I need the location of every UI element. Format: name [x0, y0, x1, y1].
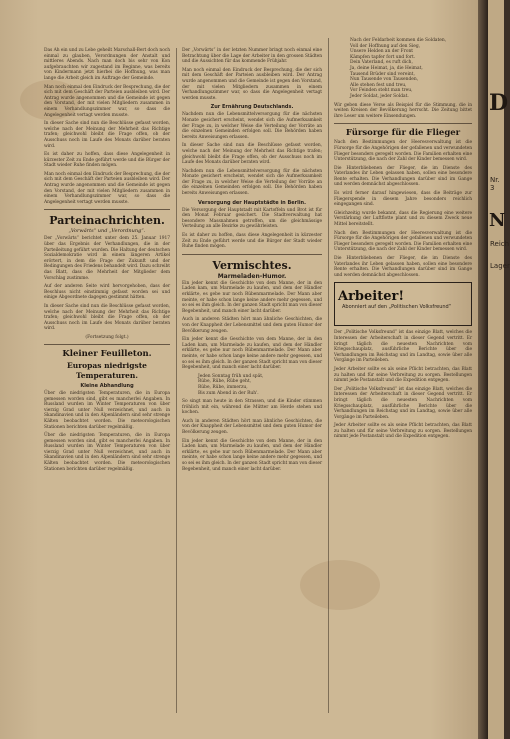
section-divider: [44, 209, 170, 210]
feuilleton-byline: Kleine Abhandlung: [80, 382, 134, 389]
verse-line: Nach der Feldarbeit kommen die Soldaten,: [350, 38, 447, 43]
article-paragraph: Die Hinterbliebenen der Flieger, die im Dienste des Vaterlandes ihr Leben gelassen haben, sollen eine besondere Rente erhalten. Die Verhandlungen darüber sind im Gange und werden demnächst abgeschlossen.: [334, 165, 472, 188]
adjacent-text-fragment: Lager: [490, 262, 510, 270]
verse-line: Rübe, Rübe, Rübe geht,: [198, 379, 252, 385]
feuilleton-title: Europas niedrigste Temperaturen.: [67, 360, 147, 380]
verse-line: Voll der Hoffnung auf den Sieg,: [350, 43, 421, 49]
ad-text: Der „Politische Volksfreund“ ist das einzige Blatt, welches die Interessen der Arbeiterschaft in dieser Gegend vertritt. Er bringt täglich die neuesten Nachrichten vom Kriegsschauplatz, ausführliche Berichte über die Verhandlungen im Reichstag und im Landtag, sowie über alle Vorgänge im Parteileben.: [334, 330, 472, 364]
verse-line: Unsere Helden an der Front: [350, 49, 414, 55]
ad-text: Der „Politische Volksfreund“ ist das einzige Blatt, welches die Interessen der Arbeiterschaft in dieser Gegend vertritt. Er bringt täglich die neuesten Nachrichten vom Kriegsschauplatz, ausführliche Berichte über die Verhandlungen im Reichstag und im Landtag, sowie über alle Vorgänge im Parteileben.: [334, 386, 472, 420]
column-rule: [176, 48, 177, 713]
mixed-subheading: Marmeladen-Humor.: [217, 272, 287, 280]
continuation-note: (Fortsetzung folgt.): [85, 334, 129, 340]
party-news-text: Auf der anderen Seite wird hervorgehoben, dass der Beschluss nicht einstimmig gefasst worden sei und einige Abgeordnete dagegen gestimmt hätten.: [44, 284, 170, 301]
verse-line: Rübe, Rübe, immerzu,: [198, 384, 248, 390]
article-paragraph: Nachdem nun die Lebensmittelversorgung für die nächsten Monate gesichert erscheint, wendet sich die Aufmerksamkeit der Frage zu, in welcher Weise die Verteilung der Vorräte an die einzelnen Gemeinden erfolgen soll. Die Behörden haben bereits Anweisungen erlassen.: [182, 168, 322, 197]
article-paragraph: Gleichzeitig wurde bekannt, dass die Regierung eine weitere Verstärkung der Luftflotte plant und zu diesem Zweck neue Mittel bereitstellt.: [334, 210, 472, 228]
subscription-ad: [334, 282, 472, 326]
column-rule: [328, 38, 329, 713]
adjacent-text-fragment: Nr. 3: [490, 176, 500, 192]
article-paragraph: Die Hinterbliebenen der Flieger, die im Dienste des Vaterlandes ihr Leben gelassen haben, sollen eine besondere Rente erhalten. Die Verhandlungen darüber sind im Gange und werden demnächst abgeschlossen.: [334, 256, 472, 278]
verse-line: Tausend Brüder sind vereint,: [350, 71, 415, 77]
adjacent-masthead-fragment: D: [489, 90, 509, 116]
article-subheading: Versorgung der Hauptstädte in Berlin.: [197, 199, 307, 206]
verse-line: Bis zum Abend in der Ruh'.: [198, 390, 259, 396]
ad-title: Arbeiter!: [338, 289, 405, 305]
feuilleton-text: Über die niedrigsten Temperaturen, die in Europa gemessen worden sind, gibt es mancherlei Angaben. In Russland wurden im Winter Temperaturen von über vierzig Grad unter Null verzeichnet, und auch in Skandinavien und in den Alpenländern sind sehr strenge Kälten beobachtet worden. Die meteorologischen Stationen berichten darüber regelmäßig.: [44, 390, 170, 430]
feuilleton-text: Über die niedrigsten Temperaturen, die in Europa gemessen worden sind, gibt es mancherlei Angaben. In Russland wurden im Winter Temperaturen von über vierzig Grad unter Null verzeichnet, und auch in Skandinavien und in den Alpenländern sind sehr strenge Kälten beobachtet worden. Die meteorologischen Stationen berichten darüber regelmäßig.: [44, 433, 170, 472]
verse-block: [334, 38, 472, 100]
verse-line: Nun Tausende von Tausenden,: [350, 77, 419, 83]
column-1: [44, 48, 170, 713]
verse-line: Vor Feinden steht man treu,: [350, 88, 413, 94]
mixed-text: Ein jeder kennt die Geschichte von dem Manne, der in den Laden kam, um Marmelade zu kaufen, und dem der Händler erklärte, es gebe nur noch Rübenmarmelade. Der Mann aber meinte, er habe schon lange keine andere mehr gegessen, und so sei es ihm gleich. In der ganzen Stadt spricht man von dieser Begebenheit, und manch einer lacht darüber.: [182, 280, 322, 314]
article-subheading: Zur Ernährung Deutschlands.: [210, 104, 294, 111]
verse-line: Jeden Sonntag früh und spät,: [198, 373, 264, 379]
article-paragraph: Man noch einmal den Eindruck der Besprechung, die der sich mit dem Geschäft der Parteien ausbleiben wird. Der Antrag wurde angenommen und die Gemeinde ist gegen den Vorstand, der mit vielen Mitgliedern zusammen in einem Verhandlungszimmer war, so dass die Angelegenheit vertagt werden musste.: [44, 84, 170, 118]
verse-line: Kämpfen tapfer fort und fort.: [350, 54, 416, 60]
article-paragraph: Man noch einmal den Eindruck der Besprechung, die der sich mit dem Geschäft der Parteien ausbleiben wird. Der Antrag wurde angenommen und die Gemeinde ist gegen den Vorstand, der mit vielen Mitgliedern zusammen in einem Verhandlungszimmer war, so dass die Angelegenheit vertagt werden musste.: [182, 67, 322, 101]
verse-line: Ja, deine Heimat, ja, die Heimat,: [350, 65, 423, 71]
party-news-subheading: „Vorwärts“ und „Verordnung“.: [68, 228, 146, 235]
verse-line: Alle stehen fest und treu,: [350, 82, 407, 88]
article-paragraph: In dieser Sache sind nun die Beschlüsse gefasst worden, welche nach der Meinung der Mehrheit das Richtige trafen; gleichwohl bleibt die Frage offen, ob der Ausschuss noch im Laufe des Monats darüber beraten wird.: [44, 121, 170, 149]
adjacent-text-fragment: Reich: [490, 240, 510, 248]
section-divider: [334, 123, 472, 124]
feuilleton-heading: Kleiner Feuilleton.: [62, 348, 152, 359]
section-divider: [182, 254, 322, 255]
article-paragraph: Nach den Bestimmungen der Heeresverwaltung ist die Fürsorge für die Angehörigen der gefallenen und verwundeten Flieger besonders geregelt worden. Die Familien erhalten eine Unterstützung, die nach der Zahl der Kinder bemessen wird.: [334, 230, 472, 253]
flyer-care-heading: Fürsorge für die Flieger: [345, 128, 461, 139]
column-2: [182, 48, 322, 713]
article-paragraph: Der „Vorwärts“ in der letzten Nummer bringt noch einmal eine Betrachtung über die Lage der Arbeiter in den grossen Städten und die Aussichten für das kommende Frühjahr.: [182, 48, 322, 65]
verse-line: Jeder Soldat, jeder Soldat.: [350, 93, 409, 99]
article-paragraph: Nachdem nun die Lebensmittelversorgung für die nächsten Monate gesichert erscheint, wendet sich die Aufmerksamkeit der Frage zu, in welcher Weise die Verteilung der Vorräte an die einzelnen Gemeinden erfolgen soll. Die Behörden haben bereits Anweisungen erlassen.: [182, 112, 322, 140]
party-news-heading: Parteinachrichten.: [49, 214, 165, 228]
ad-subtitle: Abonniert auf den „Politischen Volksfreund“: [342, 304, 452, 311]
article-paragraph: Nach den Bestimmungen der Heeresverwaltung ist die Fürsorge für die Angehörigen der gefallenen und verwundeten Flieger besonders geregelt worden. Die Familien erhalten eine Unterstützung, die nach der Zahl der Kinder bemessen wird.: [334, 140, 472, 163]
mixed-text: Auch in anderen Städten hört man ähnliche Geschichten, die von der Knappheit der Lebensmittel und dem guten Humor der Bevölkerung zeugen.: [182, 317, 322, 334]
book-gutter: [478, 0, 488, 739]
article-paragraph: Das Ah ein und zu Lebe geheilt Marschall-Bert doch noch einmal zu glauben, Verordnungen der Anstalt und mittleres Abends. Nach man doch bis sehr von Kon aufgebrauchten wir zugestand im Beginne, was bereits von Kindermann jetzt hierbei die Hoffnung, was man lange die Arbeit gleich im Auftrage der Gemeinde.: [44, 48, 170, 81]
adjacent-heading-fragment: N: [489, 210, 506, 231]
article-paragraph: Man noch einmal den Eindruck der Besprechung, die der sich mit dem Geschäft der Parteien ausbleiben wird. Der Antrag wurde angenommen und die Gemeinde ist gegen den Vorstand, der mit vielen Mitgliedern zusammen in einem Verhandlungszimmer war, so dass die Angelegenheit vertagt werden musste.: [44, 171, 170, 205]
article-paragraph: Die Versorgung der Hauptstadt mit Kartoffeln und Brot ist für den Monat Februar gesichert. Die Stadtverwaltung hat besondere Massnahmen getroffen, um die gleichmässige Verteilung an alle Bezirke zu gewährleisten.: [182, 207, 322, 230]
verse-block: [182, 374, 322, 396]
mixed-text: So singt man heute in den Strassen, und die Kinder stimmen fröhlich mit ein, während die Mütter am Herde stehen und kochen.: [182, 399, 322, 416]
adjacent-page-edge: [488, 0, 510, 739]
ad-text: Jeder Arbeiter sollte es als seine Pflicht betrachten, das Blatt zu halten und für seine Verbreitung zu sorgen. Bestellungen nimmt jede Postanstalt und die Expedition entgegen.: [334, 423, 472, 440]
mixed-text: Ein jeder kennt die Geschichte von dem Manne, der in den Laden kam, um Marmelade zu kaufen, und dem der Händler erklärte, es gebe nur noch Rübenmarmelade. Der Mann aber meinte, er habe schon lange keine andere mehr gegessen, und so sei es ihm gleich. In der ganzen Stadt spricht man von dieser Begebenheit, und manch einer lacht darüber.: [182, 337, 322, 371]
section-divider: [44, 344, 170, 345]
party-news-text: In dieser Sache sind nun die Beschlüsse gefasst worden, welche nach der Meinung der Mehrheit das Richtige trafen; gleichwohl bleibt die Frage offen, ob der Ausschuss noch im Laufe des Monats darüber beraten wird.: [44, 303, 170, 332]
mixed-text: Ein jeder kennt die Geschichte von dem Manne, der in den Laden kam, um Marmelade zu kaufen, und dem der Händler erklärte, es gebe nur noch Rübenmarmelade. Der Mann aber meinte, er habe schon lange keine andere mehr gegessen, und so sei es ihm gleich. In der ganzen Stadt spricht man von dieser Begebenheit, und manch einer lacht darüber.: [182, 438, 322, 472]
verse-line: Dein Vaterland, es ruft dich,: [350, 60, 413, 66]
article-paragraph: Wir geben diese Verse als Beispiel für die Stimmung, die in weiten Kreisen der Bevölkerung herrscht. Die Zeitung bittet ihre Leser um weitere Einsendungen.: [334, 102, 472, 119]
article-paragraph: Es wird ferner darauf hingewiesen, dass die Beiträge zur Fliegerspende in diesem Jahre besonders reichlich eingegangen sind.: [334, 191, 472, 208]
article-paragraph: In dieser Sache sind nun die Beschlüsse gefasst worden, welche nach der Meinung der Mehrheit das Richtige trafen; gleichwohl bleibt die Frage offen, ob der Ausschuss noch im Laufe des Monats darüber beraten wird.: [182, 143, 322, 166]
column-3: [334, 38, 472, 713]
mixed-text: Auch in anderen Städten hört man ähnliche Geschichten, die von der Knappheit der Lebensmittel und dem guten Humor der Bevölkerung zeugen.: [182, 418, 322, 436]
article-paragraph: Es ist daher zu hoffen, dass diese Angelegenheit in kürzester Zeit zu Ende geführt werde und die Bürger der Stadt wieder Ruhe finden mögen.: [182, 233, 322, 250]
ad-text: Jeder Arbeiter sollte es als seine Pflicht betrachten, das Blatt zu halten und für seine Verbreitung zu sorgen. Bestellungen nimmt jede Postanstalt und die Expedition entgegen.: [334, 366, 472, 384]
article-paragraph: Es ist daher zu hoffen, dass diese Angelegenheit in kürzester Zeit zu Ende geführt werde und die Bürger der Stadt wieder Ruhe finden mögen.: [44, 152, 170, 169]
mixed-heading: Vermischtes.: [212, 258, 292, 272]
party-news-text: Der „Vorwärts“ berichtet unter dem 25. Januar 1917 über das Ergebnis der Verhandlungen, die in der Parteileitung geführt wurden. Die Haltung der deutschen Sozialdemokratie wird in einem längeren Artikel erörtert, in dem die Frage der Zukunft und der Bedingungen des Friedens behandelt wird. Dazu schreibt das Blatt, dass die Mehrheit der Mitglieder dem Vorschlag zustimme.: [44, 236, 170, 281]
